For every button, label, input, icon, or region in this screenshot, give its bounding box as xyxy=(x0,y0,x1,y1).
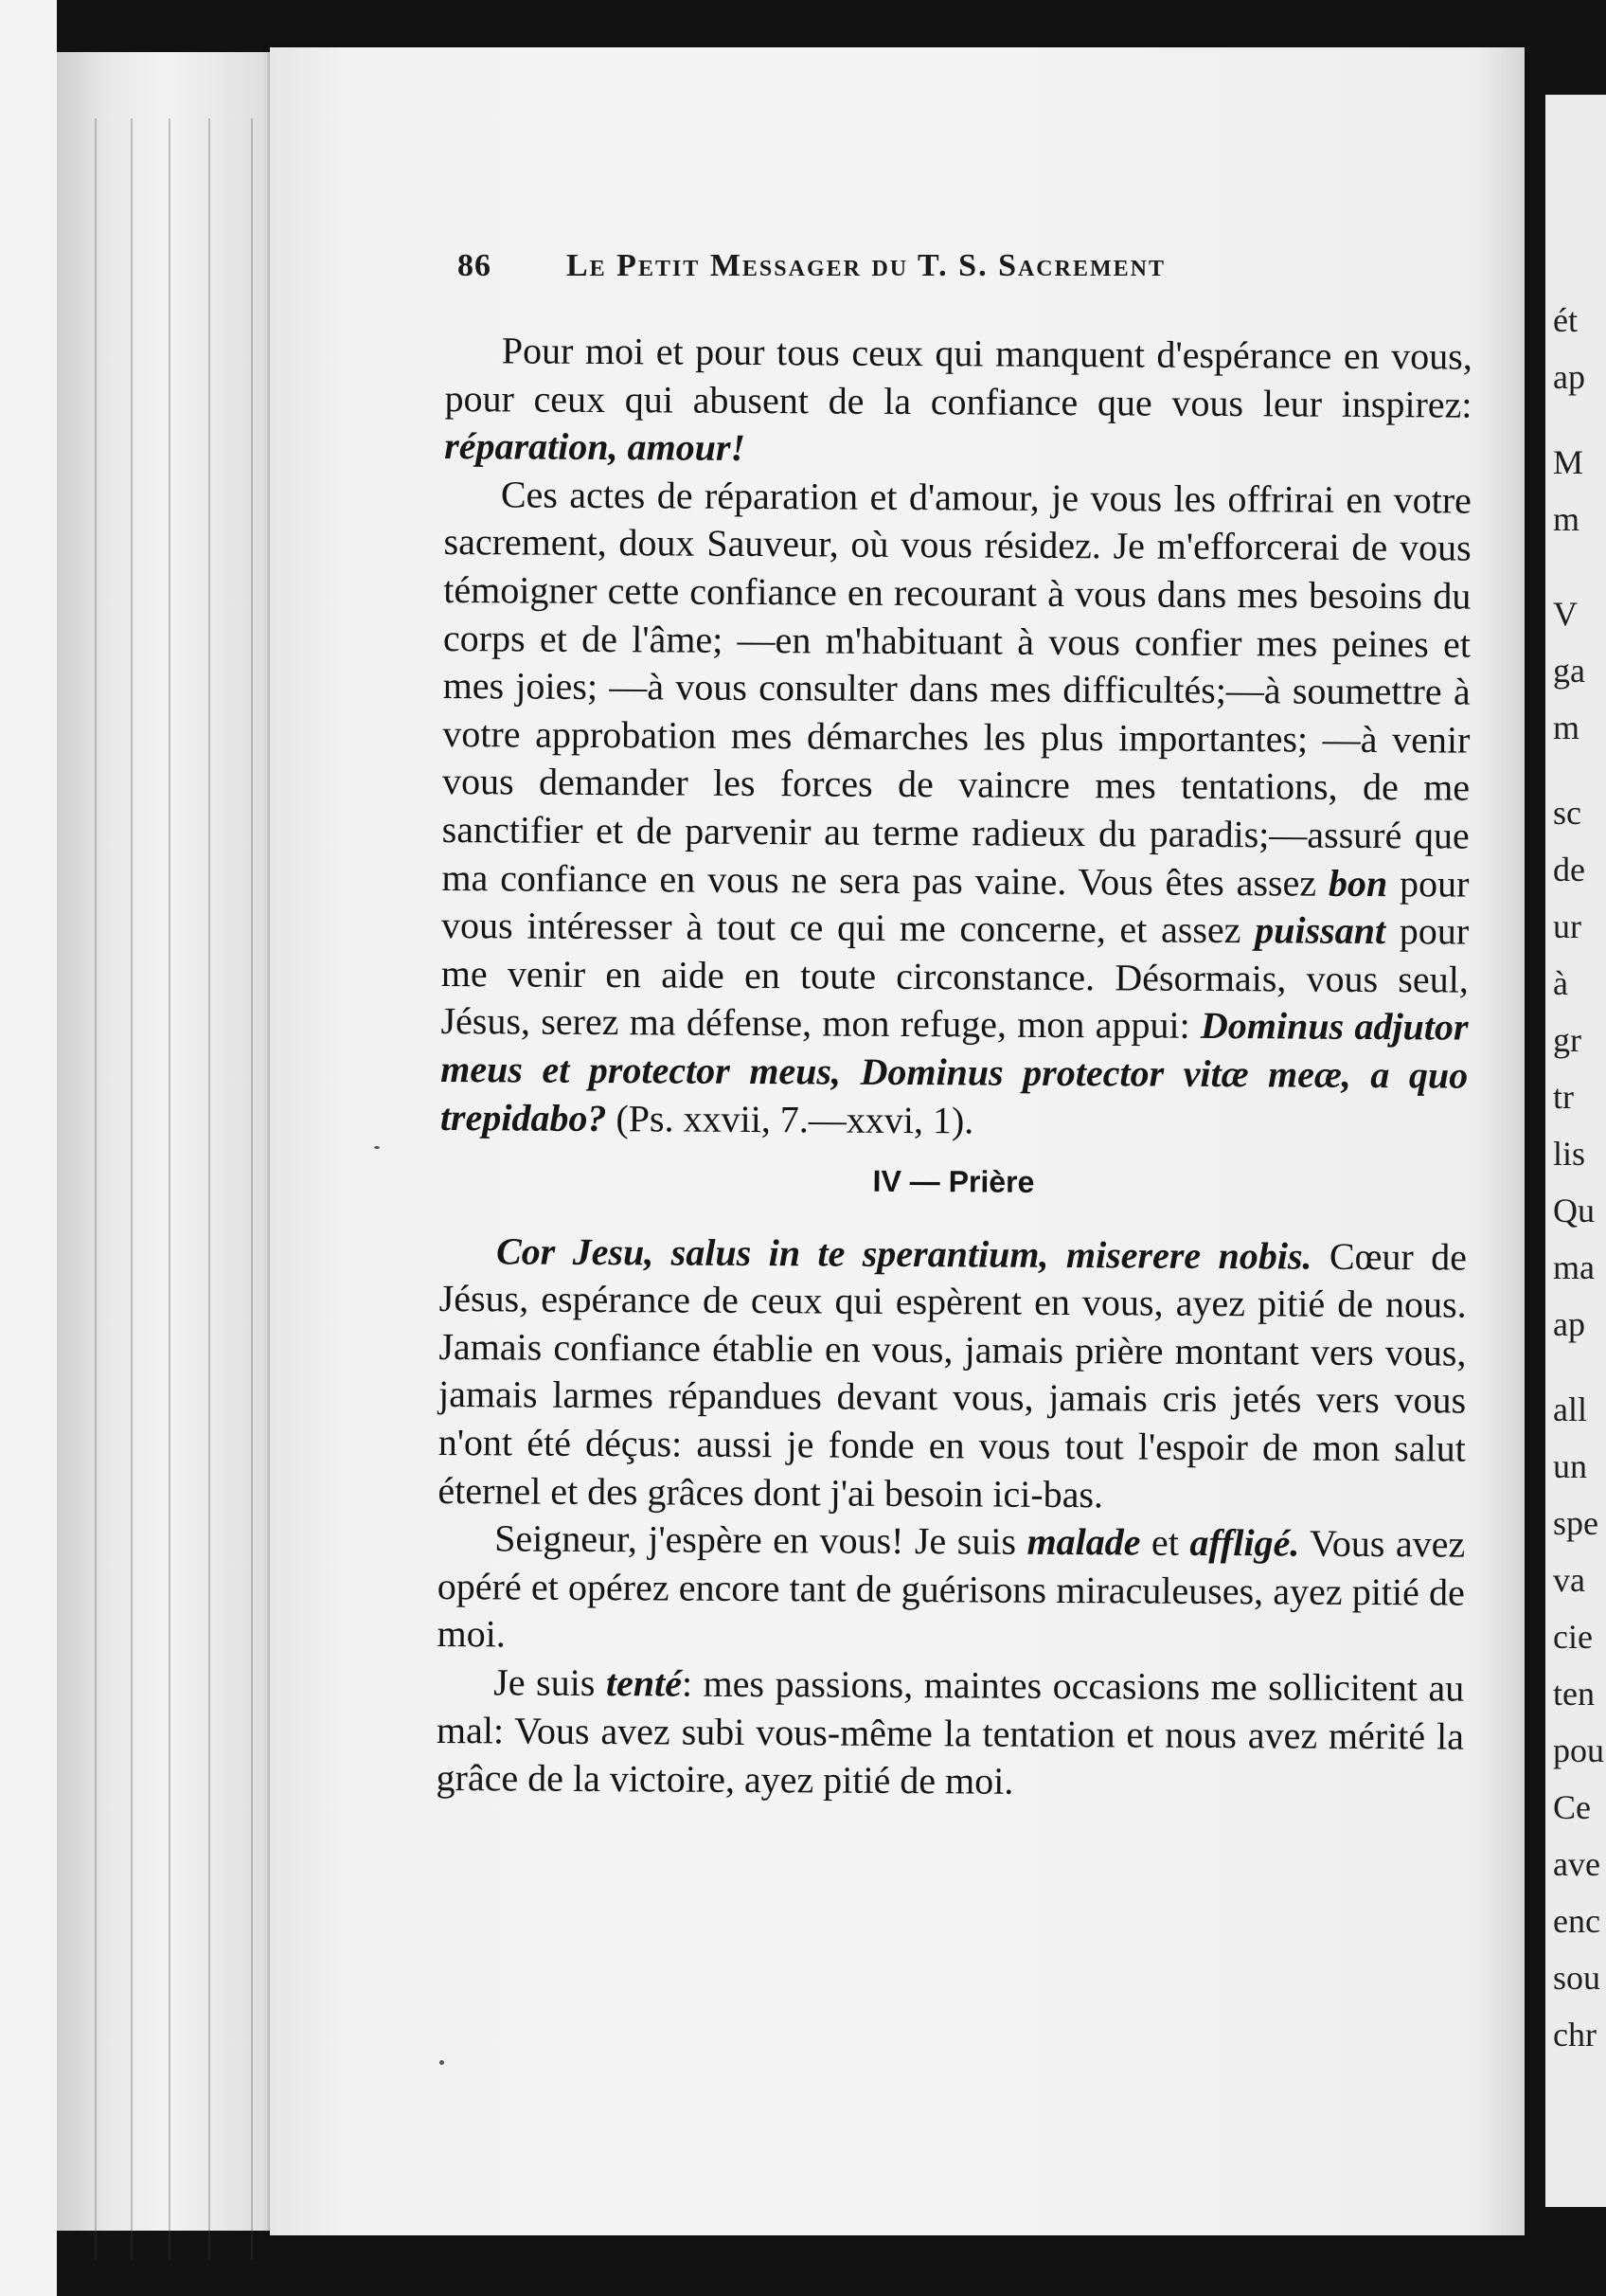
facing-page-edge xyxy=(1545,95,1606,2207)
facing-page-fragment: ga xyxy=(1553,652,1585,690)
paragraph: Seigneur, j'espère en vous! Je suis malade et affligé. Vous avez opéré et opérez encore tant de guérisons miraculeuses, ayez pitié de moi. xyxy=(437,1516,1466,1656)
facing-page-fragment: cie xyxy=(1553,1618,1593,1656)
running-header xyxy=(457,248,1404,284)
facing-page-fragment: enc xyxy=(1553,1902,1600,1940)
speck-mark xyxy=(374,1146,380,1149)
facing-page-fragment: chr xyxy=(1553,2016,1597,2054)
running-title: Le Petit Messager du T. S. Sacrement xyxy=(566,248,1166,283)
facing-page-fragment: ave xyxy=(1553,1845,1600,1883)
facing-page-fragment: ten xyxy=(1553,1675,1595,1713)
facing-page-fragment: all xyxy=(1553,1390,1587,1428)
facing-page-fragment: m xyxy=(1553,709,1580,746)
facing-page-fragment: va xyxy=(1553,1561,1585,1599)
facing-page-fragment: Qu xyxy=(1553,1192,1595,1229)
section-heading: IV — Prière xyxy=(872,1163,1035,1199)
facing-page-fragment: ét xyxy=(1553,301,1578,339)
facing-page-fragment: sou xyxy=(1553,1959,1601,1997)
facing-page-fragment: pou xyxy=(1553,1731,1604,1769)
facing-page-fragment: m xyxy=(1553,500,1580,538)
facing-page-fragment: ur xyxy=(1553,907,1581,945)
background-left xyxy=(0,0,57,2296)
facing-page-fragment: à xyxy=(1553,964,1568,1002)
facing-page-fragment: de xyxy=(1553,851,1585,888)
facing-page-fragment: sc xyxy=(1553,794,1581,832)
facing-page-fragment: gr xyxy=(1553,1021,1581,1059)
facing-page-fragment: ap xyxy=(1553,358,1585,396)
facing-page-fragment: M xyxy=(1553,443,1584,481)
paragraph: Cor Jesu, salus in te sperantium, miserere nobis. Cœur de Jésus, espérance de ceux qui espèrent en vous, ayez pitié de nous. Jamais confiance établie en vous, jamais prière montant vers vous, jamais larmes répandues devant vous, jamais cris jetés vers vous n'ont été déçus: aussi je fonde en vous tout l'espoir de mon salut éternel et des grâces dont j'ai besoin ici-bas. xyxy=(437,1229,1468,1516)
facing-page-fragment: Ce xyxy=(1553,1788,1591,1826)
facing-page-fragment: ap xyxy=(1553,1305,1585,1343)
paragraph: Ces actes de réparation et d'amour, je vous les offrirai en votre sacrement, doux Sauveur, où vous résidez. Je m'efforcerai de vous témoigner cette confiance en recourant à vous dans mes besoins du corps et de l'âme; —en m'habituant à vous confier mes peines et mes joies; —à vous consulter dans mes difficultés;—à soumettre à votre approbation mes démarches les plus importantes; —à venir vous demander les forces de vaincre mes tentations, de me sanctifier et de parvenir au terme radieux du paradis;—assuré que ma confiance en vous ne sera pas vaine. Vous êtes assez bon pour vous intéresser à tout ce qui me concerne, et assez puissant pour me venir en aide en toute circonstance. Désormais, vous seul, Jésus, serez ma défense, mon refuge, mon appui: Dominus adjutor meus et protector meus, Dominus protector vitæ meæ, a quo trepidabo? (Ps. xxvii, 7.—xxvi, 1). xyxy=(439,473,1472,1141)
speck-mark xyxy=(439,2060,444,2065)
page-number: 86 xyxy=(457,248,491,283)
facing-page-fragment: V xyxy=(1553,595,1578,633)
facing-page-fragment: ma xyxy=(1553,1248,1595,1286)
paragraph: Je suis tenté: mes passions, maintes occasions me sollicitent au mal: Vous avez subi vous-même la tentation et nous avez mérité la grâce de la victoire, ayez pitié de moi. xyxy=(436,1660,1465,1803)
paragraph: Pour moi et pour tous ceux qui manquent d'espérance en vous, pour ceux qui abusent de la confiance que vous leur inspirez: réparation, amour! xyxy=(444,329,1472,470)
facing-page-fragment: lis xyxy=(1553,1135,1586,1173)
facing-page-fragment: un xyxy=(1553,1447,1587,1485)
facing-page-fragment: spe xyxy=(1553,1504,1598,1542)
page-body xyxy=(436,327,1472,1808)
facing-page-fragment: tr xyxy=(1553,1078,1574,1116)
